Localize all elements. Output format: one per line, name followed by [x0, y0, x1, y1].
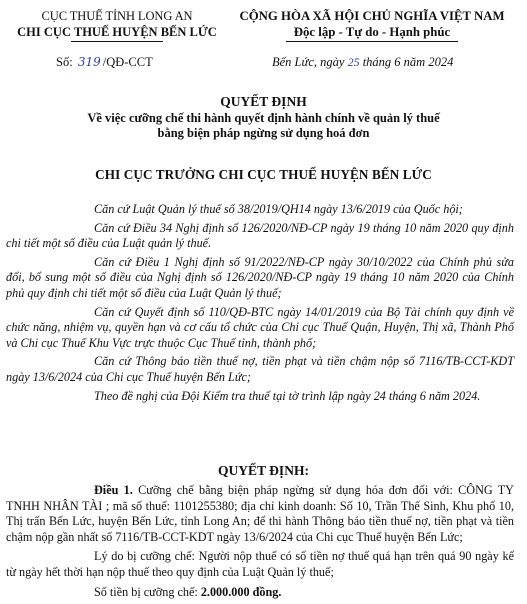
- article-1: [6, 483, 514, 604]
- issuing-agency-block: [12, 8, 222, 42]
- article-1-label: Điều 1.: [94, 483, 133, 497]
- document-subject: [0, 111, 527, 141]
- place-and-date: [272, 55, 453, 70]
- decision-heading: QUYẾT ĐỊNH:: [218, 463, 309, 478]
- legal-basis-3: Căn cứ Điều 1 Nghị định số 91/2022/NĐ-CP ngày 30/10/2022 của Chính phủ sửa đổi, bổ sung một số điều của Nghị định số 126/2020/NĐ-CP ngày 19 tháng 10 năm 2020 của Chính phủ quy định chi tiết một số điều của Luật Quản lý thuế;: [6, 254, 514, 300]
- place-label: Bến Lức, ngày: [272, 55, 345, 69]
- article-1-amount: [6, 585, 514, 601]
- national-motto: Độc lập - Tự do - Hạnh phúc: [293, 25, 451, 39]
- national-heading-block: [222, 8, 522, 42]
- article-1-body: [6, 483, 514, 545]
- legal-basis-1: Căn cứ Luật Quản lý thuế số 38/2019/QH14 ngày 13/6/2019 của Quốc hội;: [94, 202, 463, 216]
- document-number: [56, 55, 153, 70]
- legal-basis-2: Căn cứ Điều 34 Nghị định số 126/2020/NĐ-CP ngày 19 tháng 10 năm 2020 quy định chi tiết một số điều của Luật quản lý thuế.: [6, 220, 514, 251]
- motto-underline: [286, 41, 458, 42]
- document-number-handwritten: 319: [77, 55, 101, 69]
- date-rest: tháng 6 năm 2024: [362, 55, 454, 69]
- document-number-prefix: Số:: [56, 55, 73, 69]
- document-number-suffix: /QĐ-CCT: [102, 55, 153, 69]
- agency-underline: [71, 41, 163, 42]
- amount-value: 2.000.000 đồng.: [200, 584, 282, 599]
- article-1-text: Cưỡng chế bằng biện pháp ngừng sử dụng hóa đơn đối với: CÔNG TY TNHH NHÂN TÀI ; mã số thuế: 1101255380; địa chỉ kinh doanh: Số 10, Trần Thế Sinh, Khu phố 10, Thị trấn Bến Lức, huyện Bến Lức, tỉnh Long An; để thi hành Thông báo tiền thuế nợ, tiền phạt và tiền chậm nộp gần nhất số 7116/TB-CCT-KDT ngày 13/6/2024 của Chi cục Thuế huyện Bến Lức;: [6, 483, 514, 544]
- issuing-agency-name: CHI CỤC THUẾ HUYỆN BẾN LỨC: [17, 25, 217, 39]
- legal-basis-6: Theo đề nghị của Đội Kiểm tra thuế tại tờ trình lập ngày 24 tháng 6 năm 2024.: [94, 388, 481, 403]
- issuing-authority: CHI CỤC TRƯỞNG CHI CỤC THUẾ HUYỆN BẾN LỨC: [95, 167, 432, 182]
- republic-name: CỘNG HÒA XÃ HỘI CHỦ NGHĨA VIỆT NAM: [239, 9, 505, 23]
- document-title: QUYẾT ĐỊNH: [220, 94, 307, 109]
- subject-line-2: bằng biện pháp ngừng sử dụng hoá đơn: [157, 126, 370, 140]
- day-handwritten: 25: [347, 55, 360, 69]
- amount-label: Số tiền bị cưỡng chế:: [94, 584, 201, 599]
- parent-agency-name: CỤC THUẾ TỈNH LONG AN: [41, 9, 193, 23]
- article-1-reason: Lý do bị cưỡng chế: Người nộp thuế có số tiền nợ thuế quá hạn trên quá 90 ngày kể từ ngày hết thời hạn nộp thuế theo quy định của Luật Quản lý thuế;: [6, 549, 514, 579]
- legal-basis-4: Căn cứ Quyết định số 110/QĐ-BTC ngày 14/01/2019 của Bộ Tài chính quy định về chức năng, nhiệm vụ, quyền hạn và cơ cấu tổ chức của Chi cục Thuế Quận, Huyện, Thị xã, Thành Phố và Chi cục Thuế Khu Vực trực thuộc Cục Thuế tỉnh, thành phố;: [6, 304, 514, 350]
- legal-basis-5: Căn cứ Thông báo tiền thuế nợ, tiền phạt và tiền chậm nộp số 7116/TB-CCT-KDT ngày 13/6/2024 của Chi cục Thuế huyện Bến Lức;: [6, 354, 514, 384]
- legal-bases: [6, 202, 514, 407]
- subject-line-1: Về việc cưỡng chế thi hành quyết định hành chính về quản lý thuế: [87, 111, 440, 125]
